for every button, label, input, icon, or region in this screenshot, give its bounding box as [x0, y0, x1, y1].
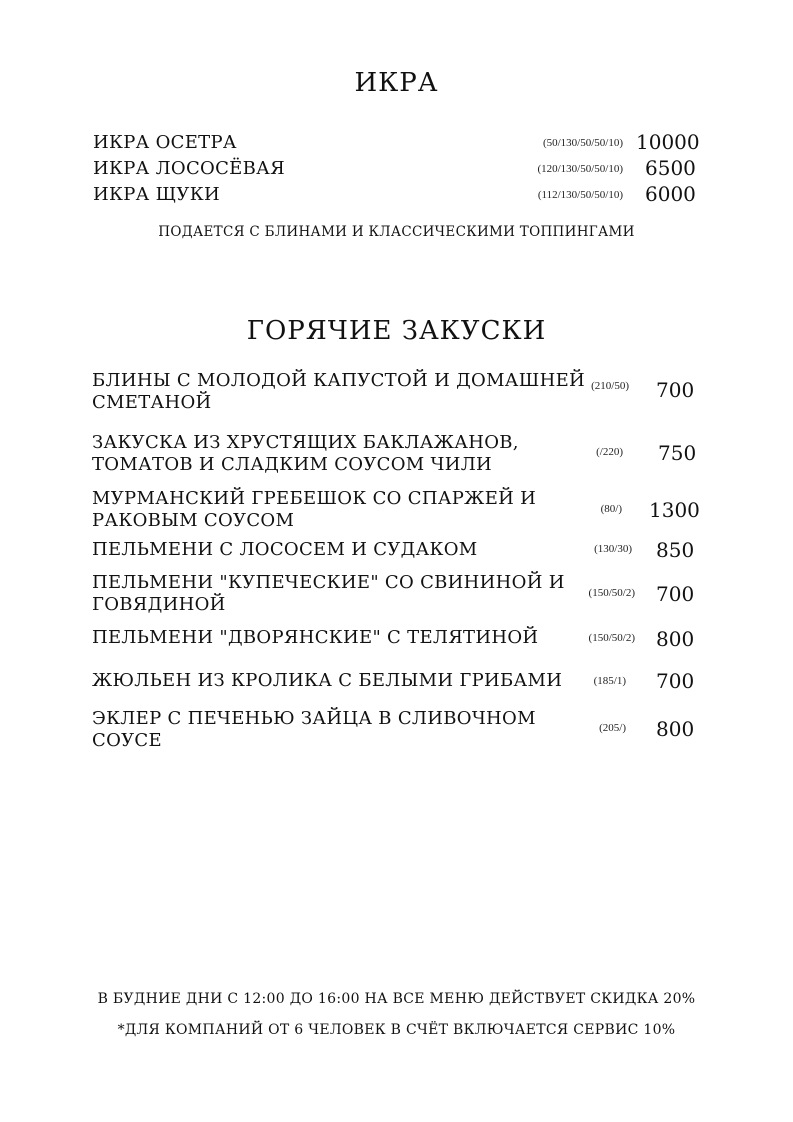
menu-item-name: [92, 670, 562, 692]
menu-item-portion: (80/): [600, 503, 622, 515]
menu-item-name-line: СОУСЕ: [92, 730, 162, 751]
menu-item-price: 800: [656, 627, 695, 651]
menu-item-portion: (185/1): [593, 675, 626, 687]
menu-item-price: 700: [656, 669, 695, 693]
menu-item-price: 850: [656, 538, 695, 562]
caviar-serving-note: ПОДАЕТСЯ С БЛИНАМИ И КЛАССИЧЕСКИМИ ТОППИНГАМИ: [158, 224, 635, 240]
menu-item-price: 750: [658, 441, 697, 465]
menu-item-name: ИКРА ЛОСОСЁВАЯ: [93, 158, 285, 179]
weekday-discount-note: В БУДНИЕ ДНИ С 12:00 ДО 16:00 НА ВСЕ МЕНЮ ДЕЙСТВУЕТ СКИДКА 20%: [97, 991, 696, 1007]
menu-item-portion: (50/130/50/50/10): [542, 137, 623, 149]
menu-item-name-line: ПЕЛЬМЕНИ "КУПЕЧЕСКИЕ" СО СВИНИНОЙ И: [92, 572, 565, 593]
menu-item-name: ИКРА ОСЕТРА: [93, 132, 237, 153]
menu-item-portion: (130/30): [594, 543, 632, 555]
section-title-hot-appetizers: ГОРЯЧИЕ ЗАКУСКИ: [246, 316, 547, 346]
menu-item-name-line: СМЕТАНОЙ: [92, 392, 212, 413]
menu-item-price: 6500: [645, 156, 696, 180]
menu-item-price: 10000: [636, 130, 700, 154]
menu-item-portion: (120/130/50/50/10): [537, 163, 623, 175]
menu-item-name-line: ЭКЛЕР С ПЕЧЕНЬЮ ЗАЙЦА В СЛИВОЧНОМ: [92, 708, 536, 729]
menu-item-name: [92, 432, 519, 476]
menu-item-price: 1300: [649, 498, 700, 522]
menu-item-portion: (210/50): [591, 380, 629, 392]
menu-item-portion: (205/): [599, 722, 626, 734]
menu-item-portion: (/220): [596, 446, 623, 458]
menu-item-portion: (150/50/2): [588, 587, 635, 599]
menu-item-name-line: ТОМАТОВ И СЛАДКИМ СОУСОМ ЧИЛИ: [92, 454, 493, 475]
section-title-caviar: ИКРА: [354, 68, 439, 98]
menu-item-name-line: БЛИНЫ С МОЛОДОЙ КАПУСТОЙ И ДОМАШНЕЙ: [92, 370, 586, 391]
menu-item-price: 6000: [645, 182, 696, 206]
menu-item-name: [92, 539, 478, 561]
menu-item-name-line: ПЕЛЬМЕНИ "ДВОРЯНСКИЕ" С ТЕЛЯТИНОЙ: [92, 627, 539, 648]
menu-item-name-line: МУРМАНСКИЙ ГРЕБЕШОК СО СПАРЖЕЙ И: [92, 488, 537, 509]
menu-item-name: [92, 708, 536, 752]
menu-item-price: 700: [656, 378, 695, 402]
menu-item-name: ИКРА ЩУКИ: [93, 184, 220, 205]
menu-item-portion: (112/130/50/50/10): [537, 189, 623, 201]
menu-item-name: [92, 370, 585, 414]
menu-item-name-line: РАКОВЫМ СОУСОМ: [92, 510, 295, 531]
menu-item-name-line: ГОВЯДИНОЙ: [92, 594, 226, 615]
menu-item-name-line: ЗАКУСКА ИЗ ХРУСТЯЩИХ БАКЛАЖАНОВ,: [92, 432, 519, 453]
menu-item-name: [92, 627, 538, 649]
menu-item-name-line: ЖЮЛЬЕН ИЗ КРОЛИКА С БЕЛЫМИ ГРИБАМИ: [92, 670, 563, 691]
menu-item-name: [92, 572, 565, 616]
menu-item-portion: (150/50/2): [588, 632, 635, 644]
menu-item-price: 700: [656, 582, 695, 606]
menu-item-name-line: ПЕЛЬМЕНИ С ЛОСОСЕМ И СУДАКОМ: [92, 539, 478, 560]
menu-item-price: 800: [656, 717, 695, 741]
menu-item-name: [92, 488, 536, 532]
service-charge-note: *ДЛЯ КОМПАНИЙ ОТ 6 ЧЕЛОВЕК В СЧЁТ ВКЛЮЧАЕТСЯ СЕРВИС 10%: [117, 1022, 676, 1038]
